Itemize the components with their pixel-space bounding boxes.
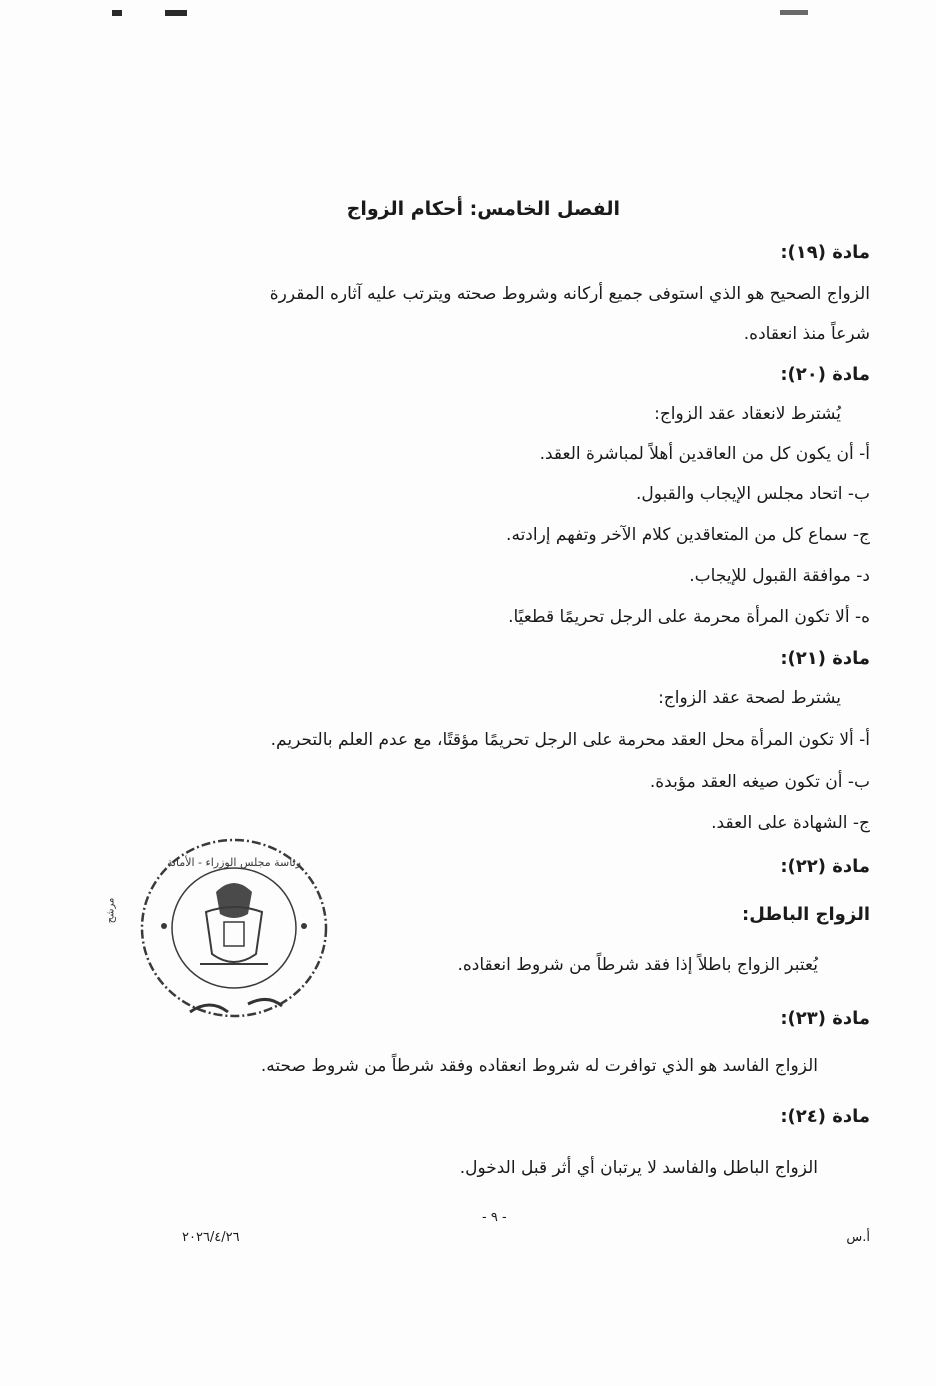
article-20-item-c: ج- سماع كل من المتعاقدين كلام الآخر وتفهم إرادته. xyxy=(506,525,870,545)
article-19-text-line2: شرعاً منذ انعقاده. xyxy=(743,324,870,344)
article-22-subtitle: الزواج الباطل: xyxy=(742,904,870,925)
article-20-title: مادة (٢٠): xyxy=(780,364,870,385)
article-22-title: مادة (٢٢): xyxy=(780,856,870,877)
article-20-item-b: ب- اتحاد مجلس الإيجاب والقبول. xyxy=(636,484,870,504)
article-19-text-line1: الزواج الصحيح هو الذي استوفى جميع أركانه وشروط صحته ويترتب عليه آثاره المقررة xyxy=(269,284,870,304)
article-21-item-c: ج- الشهادة على العقد. xyxy=(711,813,870,833)
article-23-text: الزواج الفاسد هو الذي توافرت له شروط انعقاده وفقد شرطاً من شروط صحته. xyxy=(260,1056,818,1076)
seal-side-note: مرشح xyxy=(105,897,117,924)
footer-date: ٢٠٢٦/٤/٢٦ xyxy=(182,1230,240,1245)
scan-mark xyxy=(112,10,122,16)
article-20-item-d: د- موافقة القبول للإيجاب. xyxy=(689,566,870,586)
page-number: - ٩ - xyxy=(482,1210,507,1225)
article-20-item-a: أ- أن يكون كل من العاقدين أهلاً لمباشرة العقد. xyxy=(539,444,870,464)
article-19-title: مادة (١٩): xyxy=(780,242,870,263)
article-22-text: يُعتبر الزواج باطلاً إذا فقد شرطاً من شروط انعقاده. xyxy=(457,955,818,975)
article-24-text: الزواج الباطل والفاسد لا يرتبان أي أثر قبل الدخول. xyxy=(459,1158,818,1178)
chapter-title: الفصل الخامس: أحكام الزواج xyxy=(346,198,620,220)
footer-initials: أ.س xyxy=(846,1230,870,1245)
seal-text: رئاسة مجلس الوزراء - الأمانة xyxy=(167,856,301,869)
article-21-title: مادة (٢١): xyxy=(780,648,870,669)
article-20-intro: يُشترط لانعقاد عقد الزواج: xyxy=(654,404,841,424)
article-21-item-b: ب- أن تكون صيغه العقد مؤبدة. xyxy=(649,772,870,792)
scan-mark xyxy=(165,10,187,16)
article-23-title: مادة (٢٣): xyxy=(780,1008,870,1029)
article-21-intro: يشترط لصحة عقد الزواج: xyxy=(658,688,841,708)
official-seal xyxy=(130,822,335,1037)
article-20-item-e: ه- ألا تكون المرأة محرمة على الرجل تحريمًا قطعيًا. xyxy=(508,607,870,627)
article-24-title: مادة (٢٤): xyxy=(780,1106,870,1127)
article-21-item-a: أ- ألا تكون المرأة محل العقد محرمة على الرجل تحريمًا مؤقتًا، مع عدم العلم بالتحريم. xyxy=(270,730,870,750)
scan-mark xyxy=(780,10,808,15)
